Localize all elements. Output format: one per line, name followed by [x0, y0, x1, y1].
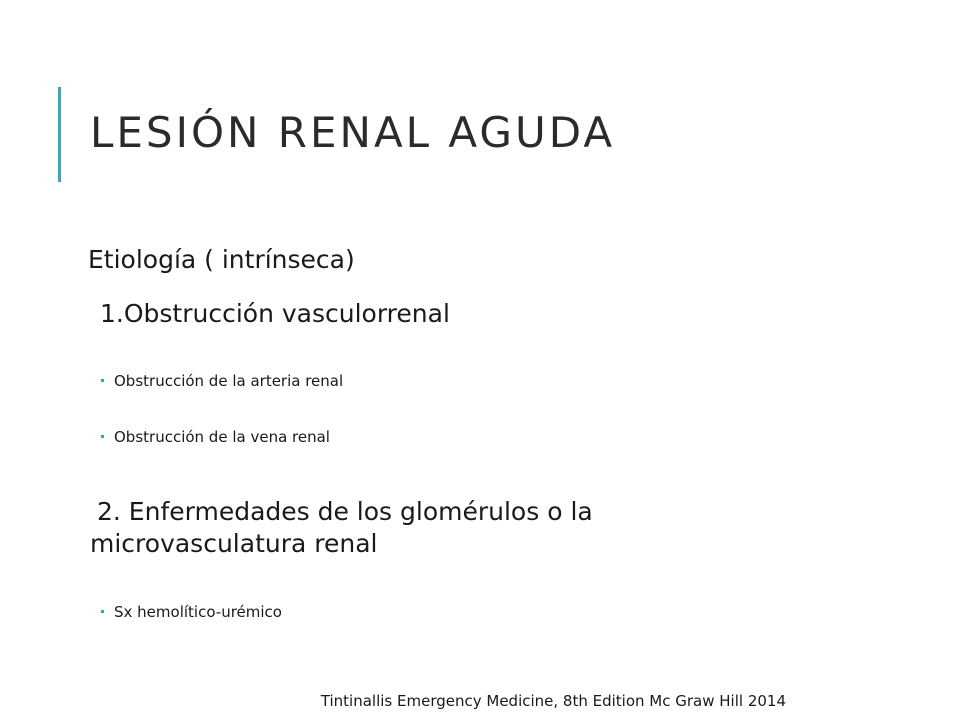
bullet-item	[101, 428, 330, 446]
bullet-item	[101, 372, 343, 390]
title-accent-bar	[58, 87, 61, 182]
slide-title: LESIÓN RENAL AGUDA	[90, 108, 616, 157]
bullet-item	[101, 603, 282, 621]
section-heading-line1: 2. Enfermedades de los glomérulos o la	[97, 497, 593, 526]
bullet-marker-icon	[101, 610, 104, 613]
section-heading-vascular: 1.Obstrucción vasculorrenal	[100, 299, 450, 328]
bullet-text: Obstrucción de la vena renal	[114, 428, 330, 446]
bullet-text: Sx hemolítico-urémico	[114, 603, 282, 621]
citation: Tintinallis Emergency Medicine, 8th Edition Mc Graw Hill 2014	[320, 692, 786, 710]
section-heading-line2: microvasculatura renal	[90, 529, 378, 558]
bullet-marker-icon	[101, 435, 104, 438]
bullet-marker-icon	[101, 379, 104, 382]
bullet-text: Obstrucción de la arteria renal	[114, 372, 344, 390]
section-heading-glomerular	[90, 496, 797, 560]
slide-subtitle: Etiología ( intrínseca)	[88, 245, 355, 274]
